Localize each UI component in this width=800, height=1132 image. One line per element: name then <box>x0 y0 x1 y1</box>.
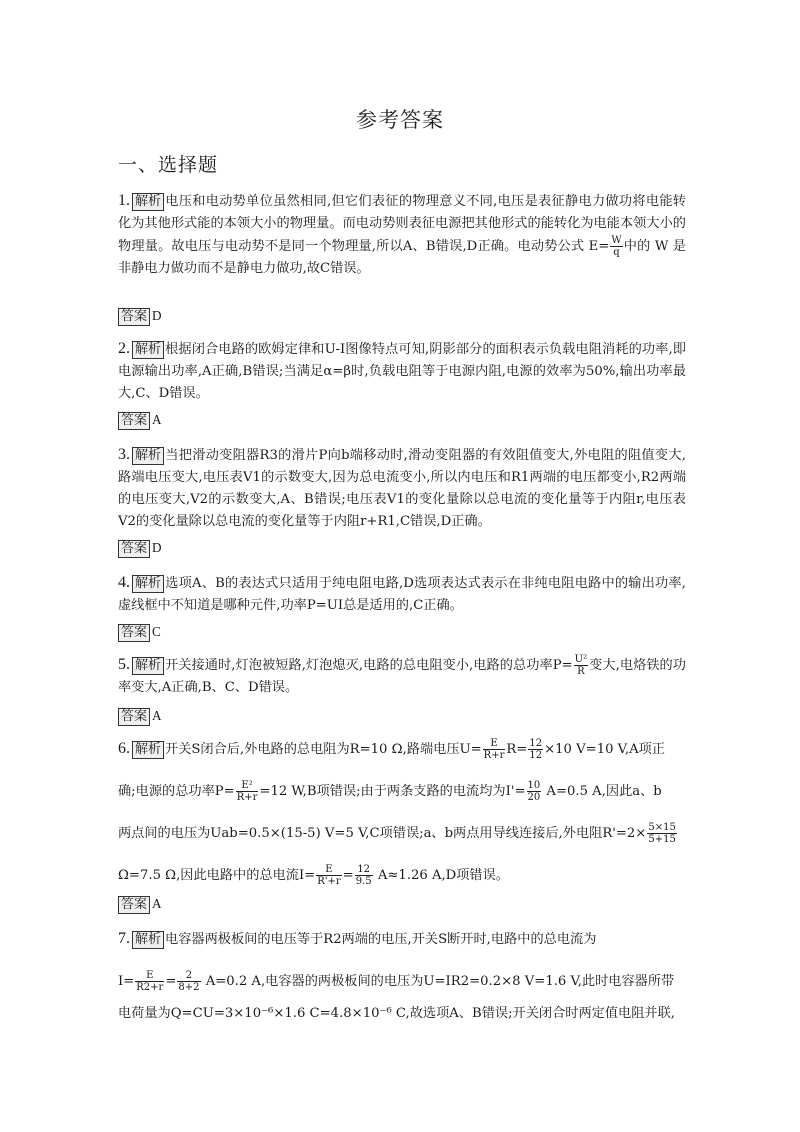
fraction-denominator: R <box>577 666 585 677</box>
question-1 <box>118 190 686 280</box>
analysis-tag: 解析 <box>132 741 164 759</box>
q7-line-2 <box>118 961 686 1003</box>
formula-fraction <box>574 654 588 677</box>
fraction-numerator: E <box>316 864 341 876</box>
fraction-denominator: q <box>613 247 620 258</box>
answer-6 <box>118 896 162 914</box>
answer-value: A <box>152 412 162 427</box>
answer-1 <box>118 308 162 326</box>
question-number: 3. <box>118 446 130 463</box>
analysis-text: = <box>165 974 177 989</box>
fraction-numerator: E² <box>236 780 259 792</box>
answer-tag: 答案 <box>118 540 150 558</box>
page-title: 参考答案 <box>356 108 444 132</box>
analysis-text: A≈1.26 A,D项错误。 <box>373 868 509 883</box>
fraction-numerator: E <box>483 738 506 750</box>
analysis-tag: 解析 <box>132 575 164 593</box>
analysis-tag: 解析 <box>132 193 164 211</box>
q6-line-3 <box>118 813 686 855</box>
fraction-denominator: R+r <box>483 750 505 761</box>
question-number: 4. <box>118 574 130 591</box>
fraction-denominator: R+r <box>236 792 258 803</box>
answer-tag: 答案 <box>118 624 150 642</box>
analysis-tag: 解析 <box>132 657 164 675</box>
fraction-denominator: 8+2 <box>178 982 200 993</box>
q6-line-1 <box>118 728 686 771</box>
question-number: 1. <box>118 192 130 209</box>
fraction-denominator: R'+r <box>317 876 341 887</box>
formula-fraction <box>483 738 506 761</box>
answer-value: D <box>152 540 162 555</box>
fraction-denominator: 12 <box>529 750 543 761</box>
analysis-text: 选项A、B的表达式只适用于纯电阻电路,D选项表达式表示在非纯电阻电路中的输出功率,虚线框中不知道是哪种元件,功率P=UI总是适用的,C正确。 <box>118 576 686 613</box>
analysis-tag: 解析 <box>132 341 164 359</box>
analysis-text: 电荷量为Q=CU=3×10⁻⁶×1.6 C=4.8×10⁻⁶ C,故选项A、B错误;开关闭合时两定值电阻并联, <box>118 1006 675 1021</box>
answer-5 <box>118 708 162 726</box>
fraction-numerator: W <box>611 235 622 246</box>
fraction-numerator: 12 <box>355 864 373 876</box>
answer-tag: 答案 <box>118 708 150 726</box>
formula-fraction <box>527 780 542 803</box>
fraction-numerator: 5×15 <box>648 822 676 833</box>
fraction-denominator: 20 <box>527 792 541 803</box>
analysis-text: 确;电源的总功率P= <box>118 784 235 799</box>
fraction-denominator: 5+15 <box>648 834 676 845</box>
analysis-text: A=0.2 A,电容器的两极板间的电压为U=IR2=0.2×8 V=1.6 V,此时电容器所带 <box>201 974 675 989</box>
analysis-text: 开关S闭合后,外电路的总电阻为R=10 Ω,路端电压U= <box>165 742 482 757</box>
analysis-text: A=0.5 A,因此a、b <box>542 784 662 799</box>
section-heading: 一、选择题 <box>118 154 219 176</box>
question-4 <box>118 572 686 617</box>
analysis-tag: 解析 <box>132 931 164 949</box>
answer-tag: 答案 <box>118 308 150 326</box>
answer-value: A <box>152 708 162 723</box>
answer-tag: 答案 <box>118 412 150 430</box>
analysis-text: R= <box>506 742 528 757</box>
analysis-text: 电容器两极板间的电压等于R2两端的电压,开关S断开时,电路中的总电流为 <box>165 932 597 947</box>
fraction-numerator: U² <box>574 654 588 665</box>
formula-lhs: E= <box>588 239 610 254</box>
answer-tag: 答案 <box>118 896 150 914</box>
analysis-text-cont: 中的 W 是非静电力做功而不是静电力做功,故C错误。 <box>118 239 686 276</box>
analysis-text: 两点间的电压为Uab=0.5×(15-5) V=5 V,C项错误;a、b两点用导线连接后,外电阻R'=2× <box>118 826 647 841</box>
analysis-text-cont: 变大,电烙铁的功率变大,A正确,B、C、D错误。 <box>118 658 686 695</box>
fraction-numerator: 12 <box>529 738 543 749</box>
formula-fraction <box>236 780 259 803</box>
answer-4 <box>118 624 161 642</box>
question-number: 6. <box>118 740 130 757</box>
question-6 <box>118 728 686 897</box>
question-5 <box>118 654 686 699</box>
question-2 <box>118 338 686 405</box>
analysis-text: Ω=7.5 Ω,因此电路中的总电流I= <box>118 868 316 883</box>
q6-line-2 <box>118 771 686 813</box>
formula-fraction <box>177 970 200 993</box>
formula-lhs: P= <box>552 658 573 673</box>
analysis-text: ×10 V=10 V,A项正 <box>544 742 665 757</box>
fraction-denominator: R2+r <box>136 982 164 993</box>
answer-value: A <box>152 896 162 911</box>
answer-2 <box>118 412 162 430</box>
analysis-tag: 解析 <box>132 447 164 465</box>
q7-line-3 <box>118 1003 686 1025</box>
analysis-text: 电压和电动势单位虽然相同,但它们表征的物理意义不同,电压是表征静电力做功将电能转化为其他形式能的本领大小的物理量。而电动势则表征电源把其他形式的能转化为电能本领大小的物理量。故电压与电动势不是同一个物理量,所以A、B错误,D正确。电动势公式 <box>118 194 686 254</box>
formula-fraction <box>355 864 373 887</box>
question-number: 2. <box>118 340 130 357</box>
formula-fraction <box>610 235 622 258</box>
answer-value: D <box>152 308 162 323</box>
analysis-text: =12 W,B项错误;由于两条支路的电流均为I'= <box>259 784 526 799</box>
fraction-numerator: E <box>135 970 164 982</box>
formula-fraction <box>647 822 676 845</box>
fraction-denominator: 9.5 <box>355 876 372 887</box>
q6-line-4 <box>118 855 686 897</box>
q7-line-1 <box>118 918 686 961</box>
analysis-text: 根据闭合电路的欧姆定律和U-I图像特点可知,阴影部分的面积表示负载电阻消耗的功率,即电源输出功率,A正确,B错误;当满足α=β时,负载电阻等于电源内阻,电源的效率为50%,输出功率最大,C、D错误。 <box>118 342 686 401</box>
formula-fraction <box>528 738 543 761</box>
analysis-text: I= <box>118 974 135 989</box>
question-number: 5. <box>118 656 130 673</box>
analysis-text: 开关接通时,灯泡被短路,灯泡熄灭,电路的总电阻变小,电路的总功率 <box>165 658 553 673</box>
answer-value: C <box>152 624 161 639</box>
answer-3 <box>118 540 162 558</box>
fraction-numerator: 2 <box>177 970 200 982</box>
question-number: 7. <box>118 930 130 947</box>
question-7 <box>118 918 686 1025</box>
formula-fraction <box>135 970 164 993</box>
formula-fraction <box>316 864 341 887</box>
fraction-numerator: 10 <box>527 780 541 791</box>
analysis-text: 当把滑动变阻器R3的滑片P向b端移动时,滑动变阻器的有效阻值变大,外电阻的阻值变大,路端电压变大,电压表V1的示数变大,因为总电流变小,所以内电压和R1两端的电压都变小,R2两端的电压变大,V2的示数变大,A、B错误;电压表V1的变化量除以总电流的变化量等于内阻r,电压表V2的变化量除以总电流的变化量等于内阻r+R1,C错误,D正确。 <box>118 448 686 529</box>
question-3 <box>118 444 686 533</box>
analysis-text: = <box>342 868 354 883</box>
